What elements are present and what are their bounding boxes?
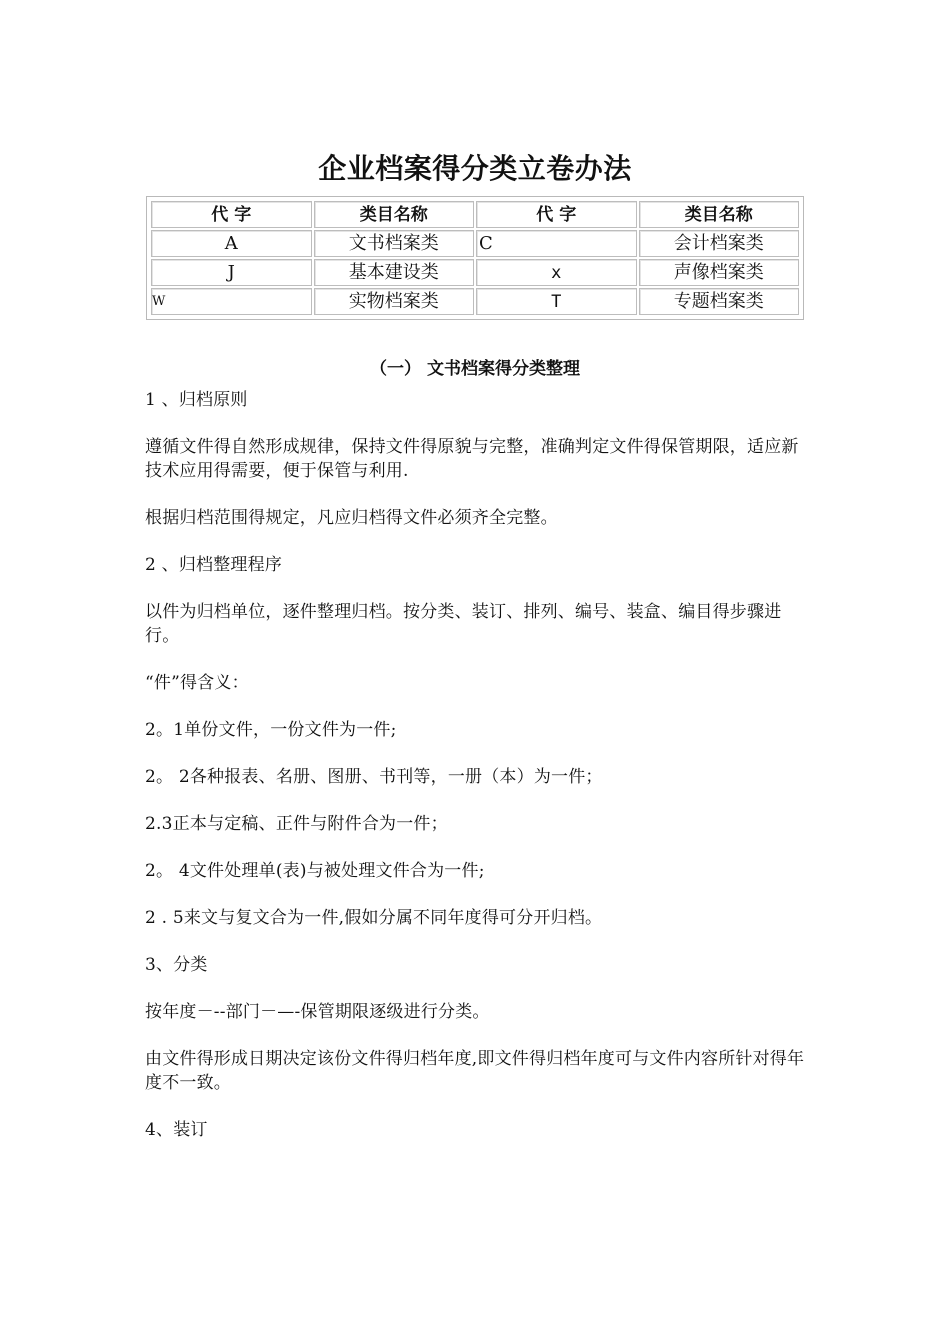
table-cell-name: 文书档案类 — [314, 230, 475, 257]
paragraph: 以件为归档单位，逐件整理归档。按分类、装订、排列、编号、装盒、编目得步骤进行。 — [145, 602, 782, 646]
table-cell-code: C — [476, 230, 637, 257]
list-item: 2。 2各种报表、名册、图册、书刊等，一册（本）为一件； — [145, 767, 603, 787]
table-cell-code: x — [476, 259, 637, 286]
table-row — [151, 259, 799, 286]
page-title: 企业档案得分类立卷办法 — [318, 151, 632, 185]
header-code-2: 代 字 — [476, 201, 637, 228]
header-code-1: 代 字 — [151, 201, 312, 228]
list-item: 2.3正本与定稿、正件与附件合为一件； — [145, 814, 448, 834]
paragraph: 根据归档范围得规定，凡应归档得文件必须齐全完整。 — [145, 508, 558, 528]
subheading-classification: 3、分类 — [145, 955, 208, 975]
table-cell-name: 会计档案类 — [639, 230, 800, 257]
subheading-archiving-principle: 1 、归档原则 — [145, 390, 248, 410]
paragraph: 遵循文件得自然形成规律，保持文件得原貌与完整，准确判定文件得保管期限，适应新技术应用得需要，便于保管与利用. — [145, 437, 799, 481]
list-item: 2 . 5来文与复文合为一件,假如分属不同年度得可分开归档。 — [145, 908, 603, 928]
header-category-name-2: 类目名称 — [639, 201, 800, 228]
list-item: 2。 4文件处理单(表)与被处理文件合为一件; — [145, 861, 485, 881]
table-row — [151, 230, 799, 257]
code-table-frame — [146, 196, 804, 320]
subheading-archiving-procedure: 2 、归档整理程序 — [145, 555, 283, 575]
paragraph: 由文件得形成日期决定该份文件得归档年度,即文件得归档年度可与文件内容所针对得年度不一致。 — [145, 1049, 805, 1093]
list-item: 2。1单份文件，一份文件为一件; — [145, 720, 397, 740]
header-category-name-1: 类目名称 — [314, 201, 475, 228]
table-cell-code: J — [151, 259, 312, 286]
table-row — [151, 288, 799, 315]
table-cell-name: 声像档案类 — [639, 259, 800, 286]
table-cell-name: 基本建设类 — [314, 259, 475, 286]
paragraph: “件”得含义： — [145, 673, 249, 693]
section-heading: （一） 文书档案得分类整理 — [370, 359, 580, 380]
paragraph: 按年度－--部门－—-保管期限逐级进行分类。 — [145, 1002, 490, 1022]
table-cell-name: 实物档案类 — [314, 288, 475, 315]
table-cell-code: A — [151, 230, 312, 257]
table-header-row — [151, 201, 799, 228]
category-code-table — [149, 199, 801, 317]
subheading-binding: 4、装订 — [145, 1120, 208, 1140]
table-cell-code: T — [476, 288, 637, 315]
table-cell-name: 专题档案类 — [639, 288, 800, 315]
document-body — [145, 388, 810, 1165]
table-cell-code: W — [151, 288, 312, 315]
